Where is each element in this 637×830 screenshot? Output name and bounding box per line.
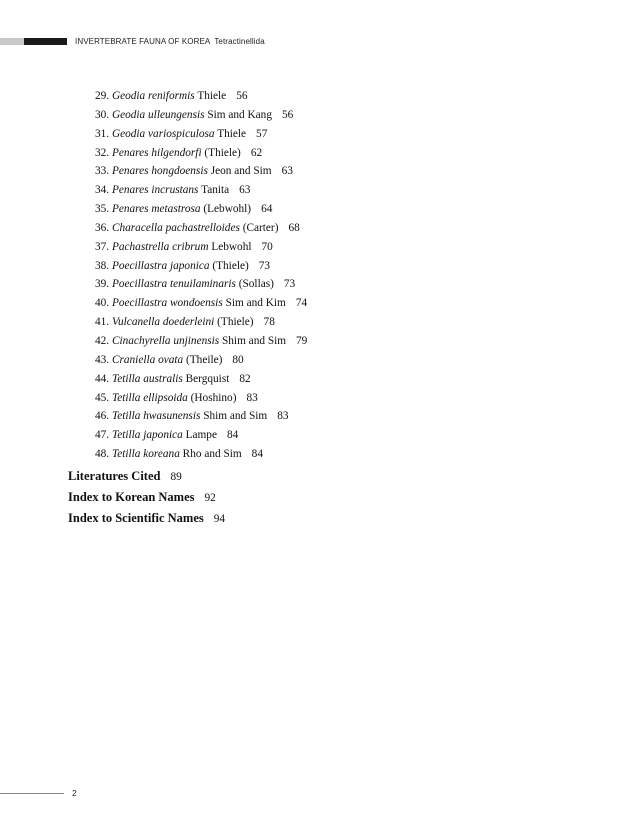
toc-entry	[95, 219, 307, 238]
entry-number: 37.	[95, 240, 110, 253]
entry-authority: (Carter)	[242, 221, 279, 234]
entry-scientific-name: Craniella ovata	[111, 353, 184, 366]
entry-authority: Bergquist	[185, 372, 230, 385]
entry-scientific-name: Poecillastra wondoensis	[111, 297, 223, 310]
toc-entry	[95, 200, 307, 219]
entry-scientific-name: Characella pachastrelloides	[111, 221, 240, 234]
entry-page-number: 74	[295, 297, 308, 310]
entry-number: 30.	[95, 108, 110, 121]
entry-page-number: 83	[277, 410, 289, 423]
entry-page-number: 73	[283, 278, 296, 291]
entry-number: 34.	[95, 184, 110, 197]
toc-entry	[95, 162, 307, 181]
entry-number: 47.	[95, 429, 110, 442]
toc-entry	[95, 125, 307, 144]
entry-scientific-name: Tetilla australis	[111, 372, 183, 385]
entry-scientific-name: Vulcanella doederleini	[111, 316, 215, 329]
entry-page-number: 56	[281, 108, 294, 121]
entry-page-number: 78	[263, 316, 275, 329]
entry-scientific-name: Tetilla hwasunensis	[111, 410, 201, 423]
entry-authority: Thiele	[217, 127, 247, 140]
entry-scientific-name: Tetilla japonica	[111, 429, 183, 442]
entry-number: 44.	[95, 372, 110, 385]
entry-page-number: 57	[256, 127, 268, 140]
toc-entry	[95, 87, 307, 106]
toc-entry	[95, 370, 307, 389]
entry-scientific-name: Penares metastrosa	[111, 203, 201, 216]
header-bar-black	[24, 38, 67, 45]
section-title: Index to Korean Names	[68, 490, 195, 504]
toc-entry	[95, 275, 307, 294]
section-page-number: 92	[204, 492, 216, 504]
toc-entry	[95, 426, 307, 445]
entry-number: 35.	[95, 203, 110, 216]
toc-entry	[95, 144, 307, 163]
running-header	[0, 36, 637, 48]
entry-number: 45.	[95, 391, 110, 404]
section-list	[68, 465, 225, 528]
entry-authority: (Sollas)	[238, 278, 274, 291]
toc-section	[68, 507, 225, 528]
entry-authority: Shim and Sim	[222, 334, 287, 347]
entry-authority: Rho and Sim	[182, 448, 242, 461]
entry-scientific-name: Geodia variospiculosa	[111, 127, 215, 140]
entry-number: 38.	[95, 259, 110, 272]
entry-authority: Tanita	[201, 184, 230, 197]
entry-page-number: 70	[261, 240, 273, 253]
section-title: Literatures Cited	[68, 469, 161, 483]
entry-page-number: 63	[239, 184, 251, 197]
entry-scientific-name: Poecillastra japonica	[111, 259, 210, 272]
header-subtitle: Tetractinellida	[214, 37, 265, 46]
entry-page-number: 83	[246, 391, 258, 404]
entry-authority: (Theile)	[186, 353, 223, 366]
entry-number: 33.	[95, 165, 110, 178]
entry-authority: Jeon and Sim	[210, 165, 272, 178]
toc-entry	[95, 106, 307, 125]
entry-authority: Sim and Kim	[225, 297, 286, 310]
entry-scientific-name: Cinachyrella unjinensis	[111, 334, 220, 347]
entry-number: 36.	[95, 221, 110, 234]
entry-page-number: 68	[288, 221, 300, 234]
toc-entry	[95, 445, 307, 464]
header-text	[75, 36, 265, 47]
section-page-number: 89	[170, 471, 182, 483]
entry-authority: Sim and Kang	[207, 108, 272, 121]
entry-page-number: 56	[236, 90, 248, 102]
toc-entry	[95, 332, 307, 351]
entry-authority: Lampe	[185, 429, 217, 442]
entry-authority: (Thiele)	[204, 146, 241, 159]
entry-number: 42.	[95, 334, 110, 347]
entry-scientific-name: Penares hilgendorfi	[111, 146, 202, 159]
entry-page-number: 62	[250, 146, 263, 159]
toc-entry	[95, 294, 307, 313]
toc-entry	[95, 257, 307, 276]
toc-entry	[95, 313, 307, 332]
entry-scientific-name: Geodia ulleungensis	[111, 108, 205, 121]
species-entry-list	[95, 87, 307, 464]
entry-authority: Thiele	[197, 90, 227, 102]
header-title: INVERTEBRATE FAUNA OF KOREA	[75, 37, 211, 46]
entry-scientific-name: Penares hongdoensis	[111, 165, 208, 178]
section-title: Index to Scientific Names	[68, 511, 204, 525]
toc-entry	[95, 181, 307, 200]
toc-entry	[95, 407, 307, 426]
entry-scientific-name: Poecillastra tenuilaminaris	[111, 278, 236, 291]
entry-authority: Lebwohl	[211, 240, 252, 253]
entry-page-number: 73	[258, 259, 271, 272]
toc-entry	[95, 351, 307, 370]
entry-page-number: 79	[296, 334, 308, 347]
toc-section	[68, 465, 225, 486]
entry-scientific-name: Penares incrustans	[111, 184, 199, 197]
entry-number: 39.	[95, 278, 110, 291]
entry-authority: (Hoshino)	[190, 391, 237, 404]
entry-number: 32.	[95, 146, 110, 159]
entry-number: 48.	[95, 448, 110, 461]
section-page-number: 94	[213, 513, 226, 525]
entry-number: 41.	[95, 316, 110, 329]
entry-number: 40.	[95, 297, 110, 310]
footer-rule	[0, 793, 64, 794]
entry-authority: (Thiele)	[217, 316, 254, 329]
entry-scientific-name: Tetilla koreana	[111, 448, 180, 461]
entry-scientific-name: Pachastrella cribrum	[111, 240, 209, 253]
entry-number: 43.	[95, 353, 110, 366]
page-number: 2	[72, 788, 77, 798]
entry-scientific-name: Geodia reniformis	[111, 90, 195, 102]
toc-entry	[95, 389, 307, 408]
entry-page-number: 82	[239, 372, 251, 385]
entry-authority: Shim and Sim	[203, 410, 268, 423]
entry-page-number: 63	[281, 165, 293, 178]
entry-scientific-name: Tetilla ellipsoida	[111, 391, 188, 404]
entry-number: 31.	[95, 127, 110, 140]
entry-authority: (Lebwohl)	[203, 203, 252, 216]
entry-page-number: 84	[226, 429, 239, 442]
entry-authority: (Thiele)	[212, 259, 249, 272]
toc-entry	[95, 238, 307, 257]
entry-number: 29.	[95, 90, 110, 102]
toc-section	[68, 486, 225, 507]
entry-page-number: 80	[232, 353, 244, 366]
entry-number: 46.	[95, 410, 110, 423]
entry-page-number: 64	[261, 203, 273, 216]
entry-page-number: 84	[251, 448, 263, 461]
header-bar-gray	[0, 38, 24, 45]
